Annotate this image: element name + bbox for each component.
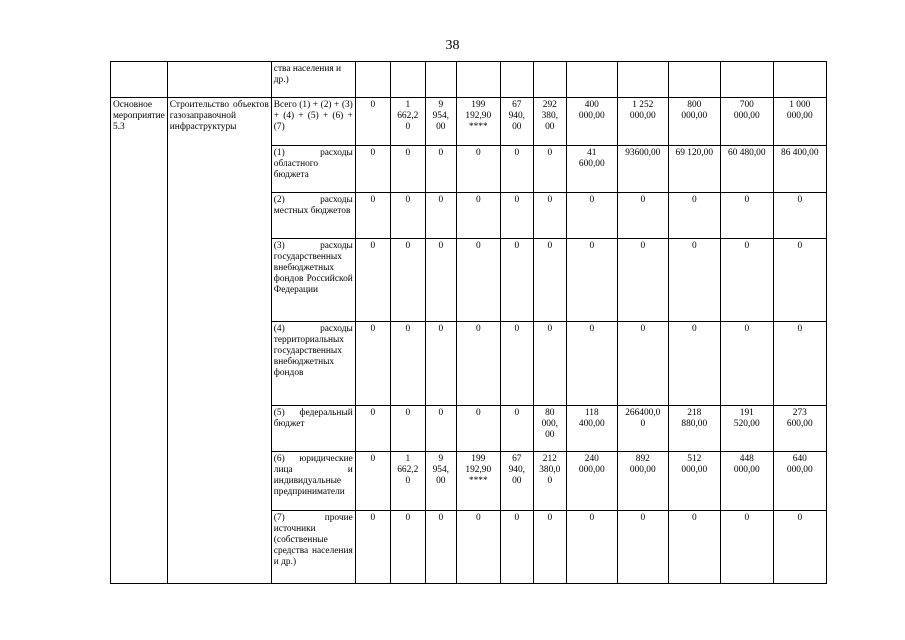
empty-cell xyxy=(533,62,566,98)
amount-cell: 0 xyxy=(533,511,566,584)
amount-cell: 212 380,0 0 xyxy=(533,452,566,511)
amount-cell: 266400,0 0 xyxy=(617,406,668,452)
amount-cell: 0 xyxy=(668,193,720,239)
amount-cell: 448 000,00 xyxy=(720,452,773,511)
continuation-row xyxy=(111,62,827,98)
amount-cell: 0 xyxy=(355,406,390,452)
funding-source-label: (3) расходы государственных внебюджетных фондов Российской Федерации xyxy=(271,239,355,322)
amount-cell: 0 xyxy=(390,193,425,239)
amount-cell: 0 xyxy=(500,406,533,452)
empty-cell xyxy=(500,62,533,98)
amount-cell: 0 xyxy=(355,511,390,584)
funding-source-label: (6) юридические лица и индивидуальные предприниматели xyxy=(271,452,355,511)
empty-cell xyxy=(456,62,500,98)
amount-cell: 0 xyxy=(617,239,668,322)
amount-cell: 67 940, 00 xyxy=(500,98,533,146)
amount-cell: 0 xyxy=(355,239,390,322)
empty-cell xyxy=(111,62,168,98)
funding-source-label: (2) расходы местных бюджетов xyxy=(271,193,355,239)
amount-cell: 0 xyxy=(390,406,425,452)
amount-cell: 9 954, 00 xyxy=(425,98,456,146)
amount-cell: 0 xyxy=(668,511,720,584)
amount-cell: 0 xyxy=(533,193,566,239)
amount-cell: 800 000,00 xyxy=(668,98,720,146)
event-label: Основное мероприятие 5.3 xyxy=(111,98,168,584)
amount-cell: 0 xyxy=(773,239,826,322)
amount-cell: 0 xyxy=(425,511,456,584)
empty-cell xyxy=(773,62,826,98)
amount-cell: 0 xyxy=(355,98,390,146)
amount-cell: 640 000,00 xyxy=(773,452,826,511)
amount-cell: 0 xyxy=(500,511,533,584)
empty-cell xyxy=(668,62,720,98)
amount-cell: 0 xyxy=(720,322,773,406)
empty-cell xyxy=(566,62,617,98)
amount-cell: 80 000, 00 xyxy=(533,406,566,452)
amount-cell: 0 xyxy=(456,322,500,406)
amount-cell: 0 xyxy=(425,193,456,239)
amount-cell: 0 xyxy=(456,146,500,193)
amount-cell: 0 xyxy=(773,193,826,239)
amount-cell: 69 120,00 xyxy=(668,146,720,193)
amount-cell: 191 520,00 xyxy=(720,406,773,452)
amount-cell: 86 400,00 xyxy=(773,146,826,193)
amount-cell: 0 xyxy=(533,146,566,193)
funding-source-label: (7) прочие источники (собственные средства населения и др.) xyxy=(271,511,355,584)
amount-cell: 0 xyxy=(390,511,425,584)
amount-cell: 0 xyxy=(425,239,456,322)
amount-cell: 0 xyxy=(720,193,773,239)
empty-cell xyxy=(390,62,425,98)
amount-cell: 0 xyxy=(425,322,456,406)
amount-cell: 0 xyxy=(720,511,773,584)
amount-cell: 0 xyxy=(668,239,720,322)
amount-cell: 0 xyxy=(456,406,500,452)
amount-cell: 0 xyxy=(617,322,668,406)
amount-cell: 218 880,00 xyxy=(668,406,720,452)
amount-cell: 0 xyxy=(390,146,425,193)
amount-cell: 118 400,00 xyxy=(566,406,617,452)
funding-row xyxy=(111,98,827,146)
amount-cell: 0 xyxy=(390,322,425,406)
amount-cell: 0 xyxy=(566,511,617,584)
amount-cell: 0 xyxy=(668,322,720,406)
amount-cell: 0 xyxy=(617,511,668,584)
empty-cell xyxy=(355,62,390,98)
empty-cell xyxy=(425,62,456,98)
empty-cell xyxy=(720,62,773,98)
amount-cell: 400 000,00 xyxy=(566,98,617,146)
amount-cell: 0 xyxy=(456,239,500,322)
amount-cell: 0 xyxy=(355,193,390,239)
page-number: 38 xyxy=(445,38,460,53)
funding-source-label: Всего (1) + (2) + (3) + (4) + (5) + (6) + (7) xyxy=(271,98,355,146)
empty-cell xyxy=(617,62,668,98)
amount-cell: 0 xyxy=(566,322,617,406)
amount-cell: 199 192,90 **** xyxy=(456,98,500,146)
amount-cell: 700 000,00 xyxy=(720,98,773,146)
amount-cell: 0 xyxy=(355,146,390,193)
amount-cell: 0 xyxy=(617,193,668,239)
amount-cell: 0 xyxy=(500,193,533,239)
amount-cell: 199 192,90 **** xyxy=(456,452,500,511)
amount-cell: 512 000,00 xyxy=(668,452,720,511)
funding-source-label: (1) расходы областного бюджета xyxy=(271,146,355,193)
amount-cell: 93600,00 xyxy=(617,146,668,193)
amount-cell: 9 954, 00 xyxy=(425,452,456,511)
amount-cell: 0 xyxy=(566,193,617,239)
amount-cell: 0 xyxy=(773,511,826,584)
amount-cell: 41 600,00 xyxy=(566,146,617,193)
amount-cell: 67 940, 00 xyxy=(500,452,533,511)
amount-cell: 1 252 000,00 xyxy=(617,98,668,146)
funding-source-label: (4) расходы территориальных государственных внебюджетных фондов xyxy=(271,322,355,406)
amount-cell: 0 xyxy=(500,239,533,322)
amount-cell: 0 xyxy=(500,146,533,193)
amount-cell: 292 380, 00 xyxy=(533,98,566,146)
amount-cell: 0 xyxy=(425,146,456,193)
amount-cell: 1 662,2 0 xyxy=(390,452,425,511)
amount-cell: 0 xyxy=(425,406,456,452)
amount-cell: 0 xyxy=(533,239,566,322)
amount-cell: 273 600,00 xyxy=(773,406,826,452)
amount-cell: 0 xyxy=(566,239,617,322)
amount-cell: 240 000,00 xyxy=(566,452,617,511)
funding-source-label: (5) федеральный бюджет xyxy=(271,406,355,452)
amount-cell: 0 xyxy=(390,239,425,322)
amount-cell: 0 xyxy=(456,193,500,239)
amount-cell: 60 480,00 xyxy=(720,146,773,193)
empty-cell xyxy=(167,62,271,98)
budget-table xyxy=(110,61,827,584)
amount-cell: 0 xyxy=(720,239,773,322)
amount-cell: 0 xyxy=(456,511,500,584)
amount-cell: 0 xyxy=(355,452,390,511)
funding-source-label: ства населения и др.) xyxy=(271,62,355,98)
event-name: Строительство объектов газозаправочной инфраструктуры xyxy=(167,98,271,584)
amount-cell: 1 662,2 0 xyxy=(390,98,425,146)
amount-cell: 892 000,00 xyxy=(617,452,668,511)
amount-cell: 0 xyxy=(500,322,533,406)
amount-cell: 0 xyxy=(533,322,566,406)
amount-cell: 1 000 000,00 xyxy=(773,98,826,146)
amount-cell: 0 xyxy=(355,322,390,406)
amount-cell: 0 xyxy=(773,322,826,406)
